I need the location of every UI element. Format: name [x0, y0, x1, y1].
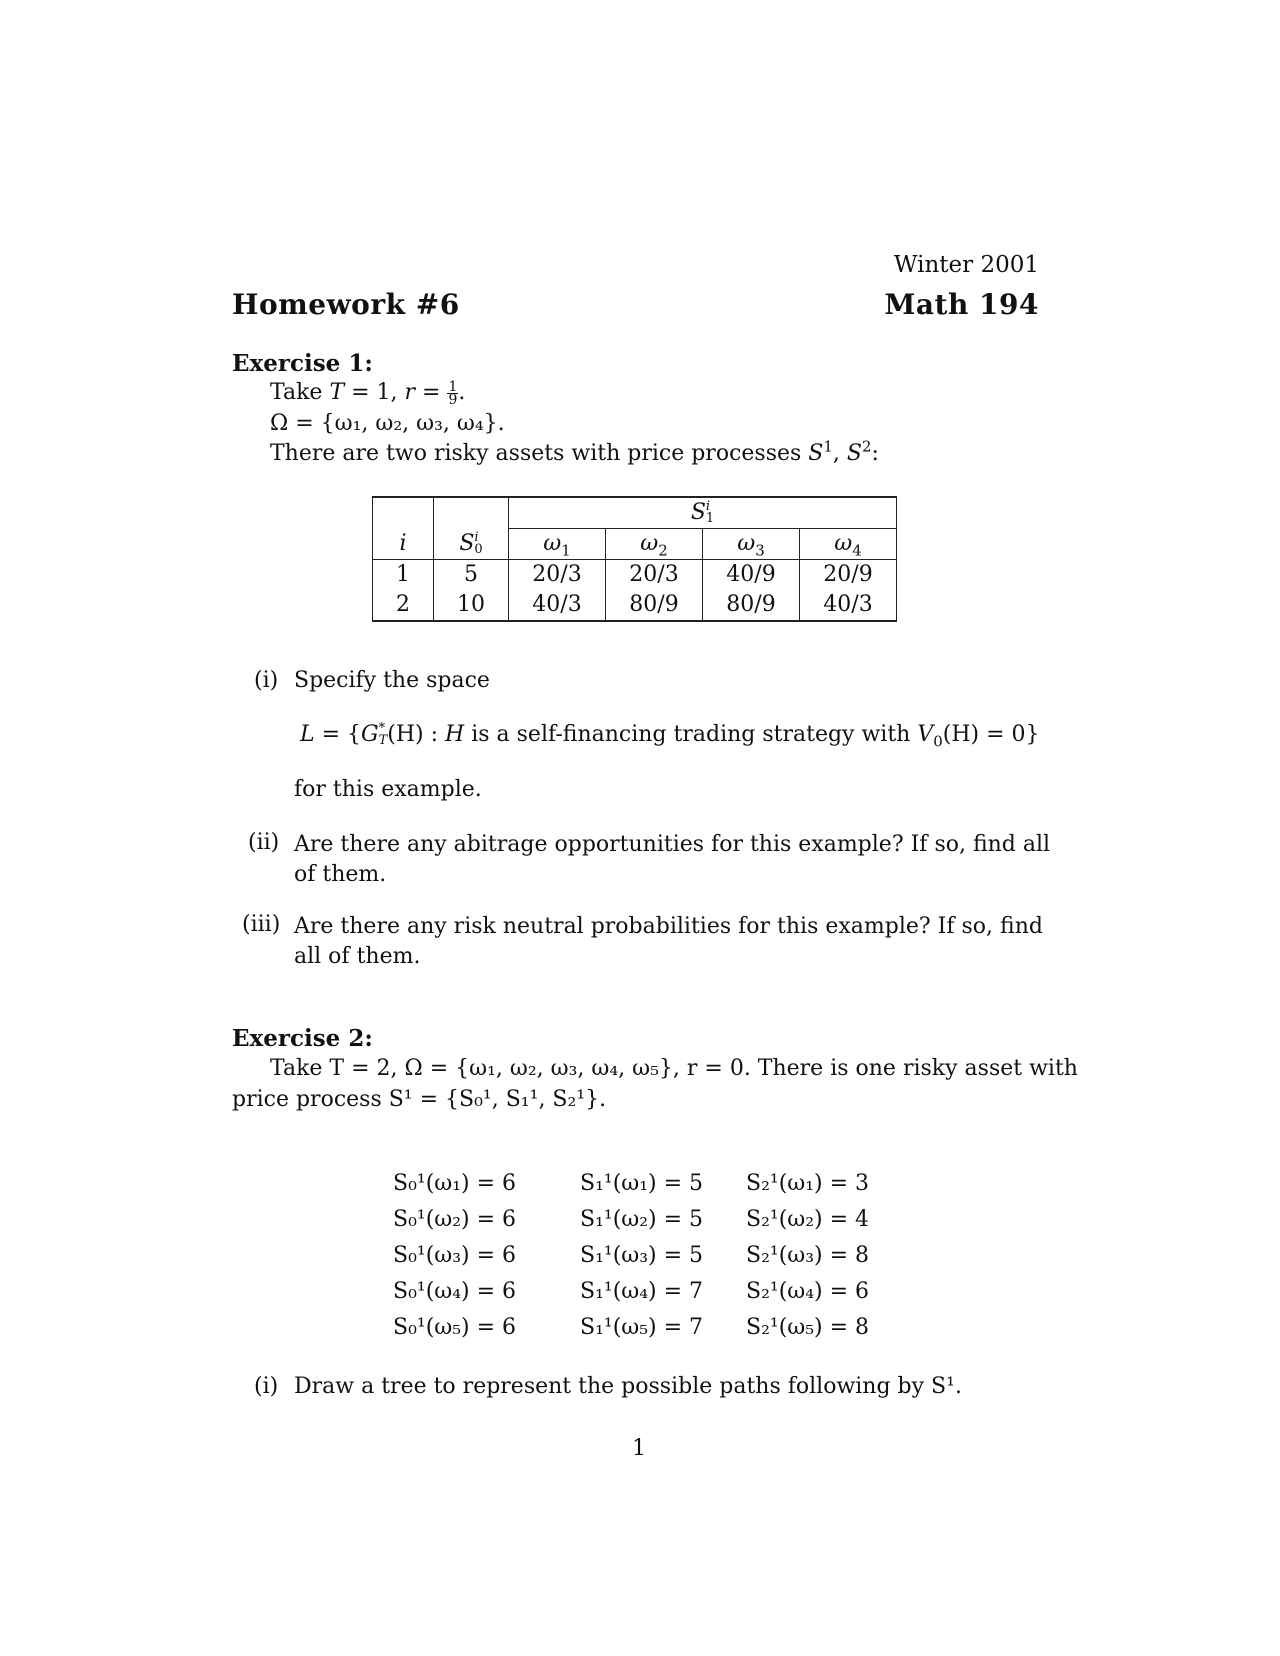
- equation-line: S₁¹(ω₃) = 5: [580, 1243, 704, 1268]
- equation-line: S₀¹(ω₁) = 6: [393, 1171, 517, 1196]
- table-cell: 20/9: [800, 560, 897, 591]
- exercise-1-assets-line: There are two risky assets with price processes $S^1$, $S^2$:: [270, 437, 879, 466]
- equation-line: S₁¹(ω₄) = 7: [580, 1279, 704, 1304]
- exercise-1-omega-line: Ω = {ω₁, ω₂, ω₃, ω₄}.: [270, 411, 505, 436]
- item-label: (i): [254, 668, 279, 693]
- price-table: [372, 496, 897, 622]
- equation-line: S₂¹(ω₁) = 3: [746, 1171, 870, 1196]
- table-header-omega-1: $\omega_1$: [509, 529, 606, 560]
- page-number: 1: [632, 1436, 646, 1461]
- equation-line: S₂¹(ω₄) = 6: [746, 1279, 870, 1304]
- table-row: [373, 560, 897, 591]
- equation-line: S₁¹(ω₂) = 5: [580, 1207, 704, 1232]
- table-cell: 40/9: [703, 560, 800, 591]
- table-cell: 2: [373, 590, 434, 621]
- table-cell: 10: [434, 590, 509, 621]
- item-text: Are there any risk neutral probabilities for this example? If so, find all of them.: [294, 914, 1043, 969]
- equation-line: S₀¹(ω₅) = 6: [393, 1315, 517, 1340]
- table-header-i: i: [373, 529, 434, 560]
- equation-line: S₁¹(ω₁) = 5: [580, 1171, 704, 1196]
- s2-values-column: [746, 1166, 869, 1346]
- equation-line: S₀¹(ω₂) = 6: [393, 1207, 517, 1232]
- table-header-s0: S i 0: [434, 529, 509, 560]
- s0-values-column: [393, 1166, 516, 1346]
- course-title: Math 194: [884, 288, 1039, 321]
- equation-line: S₁¹(ω₅) = 7: [580, 1315, 704, 1340]
- equation-line: S₂¹(ω₃) = 8: [746, 1243, 870, 1268]
- space-formula: L = {G * T (H) : H is a self-financing trading strategy with $V_0(H) = 0$}: [300, 721, 1040, 751]
- item-text: Specify the space: [294, 668, 490, 693]
- equation-line: S₀¹(ω₃) = 6: [393, 1243, 517, 1268]
- table-cell: 5: [434, 560, 509, 591]
- exercise-2-heading: Exercise 2:: [232, 1025, 373, 1052]
- table-group-header: S i 1: [509, 497, 897, 529]
- table-cell: 80/9: [606, 590, 703, 621]
- homework-title: Homework #6: [232, 288, 460, 321]
- item-text: Draw a tree to represent the possible paths following by S¹.: [294, 1374, 962, 1399]
- exercise-2-line-1: Take T = 2, Ω = {ω₁, ω₂, ω₃, ω₄, ω₅}, r = 0. There is one risky asset with: [270, 1056, 1078, 1081]
- table-row: [373, 590, 897, 621]
- equation-line: S₀¹(ω₄) = 6: [393, 1279, 517, 1304]
- s1-values-column: [580, 1166, 703, 1346]
- equation-line: S₂¹(ω₅) = 8: [746, 1315, 870, 1340]
- item-text: Are there any abitrage opportunities for this example? If so, find all of them.: [294, 832, 1051, 887]
- exercise-1-take-line: Take T = 1, r = $\frac{1}{9}$ .: [270, 378, 466, 408]
- exercise-1-heading: Exercise 1:: [232, 350, 373, 377]
- table-cell: 40/3: [800, 590, 897, 621]
- equation-line: S₂¹(ω₂) = 4: [746, 1207, 870, 1232]
- table-header-omega-2: $\omega_2$: [606, 529, 703, 560]
- term-label: Winter 2001: [893, 252, 1039, 278]
- item-label: (ii): [248, 830, 280, 855]
- table-cell: 20/3: [509, 560, 606, 591]
- formula-after-text: for this example.: [294, 777, 482, 802]
- exercise-2-line-2: price process S¹ = {S₀¹, S₁¹, S₂¹}.: [232, 1087, 607, 1112]
- table-cell: 80/9: [703, 590, 800, 621]
- item-label: (i): [254, 1374, 279, 1399]
- table-cell: 40/3: [509, 590, 606, 621]
- item-label: (iii): [242, 912, 281, 937]
- table-corner-cell: [434, 497, 509, 529]
- table-corner-cell: [373, 497, 434, 529]
- table-header-omega-3: $\omega_3$: [703, 529, 800, 560]
- table-cell: 20/3: [606, 560, 703, 591]
- table-header-omega-4: $\omega_4$: [800, 529, 897, 560]
- table-cell: 1: [373, 560, 434, 591]
